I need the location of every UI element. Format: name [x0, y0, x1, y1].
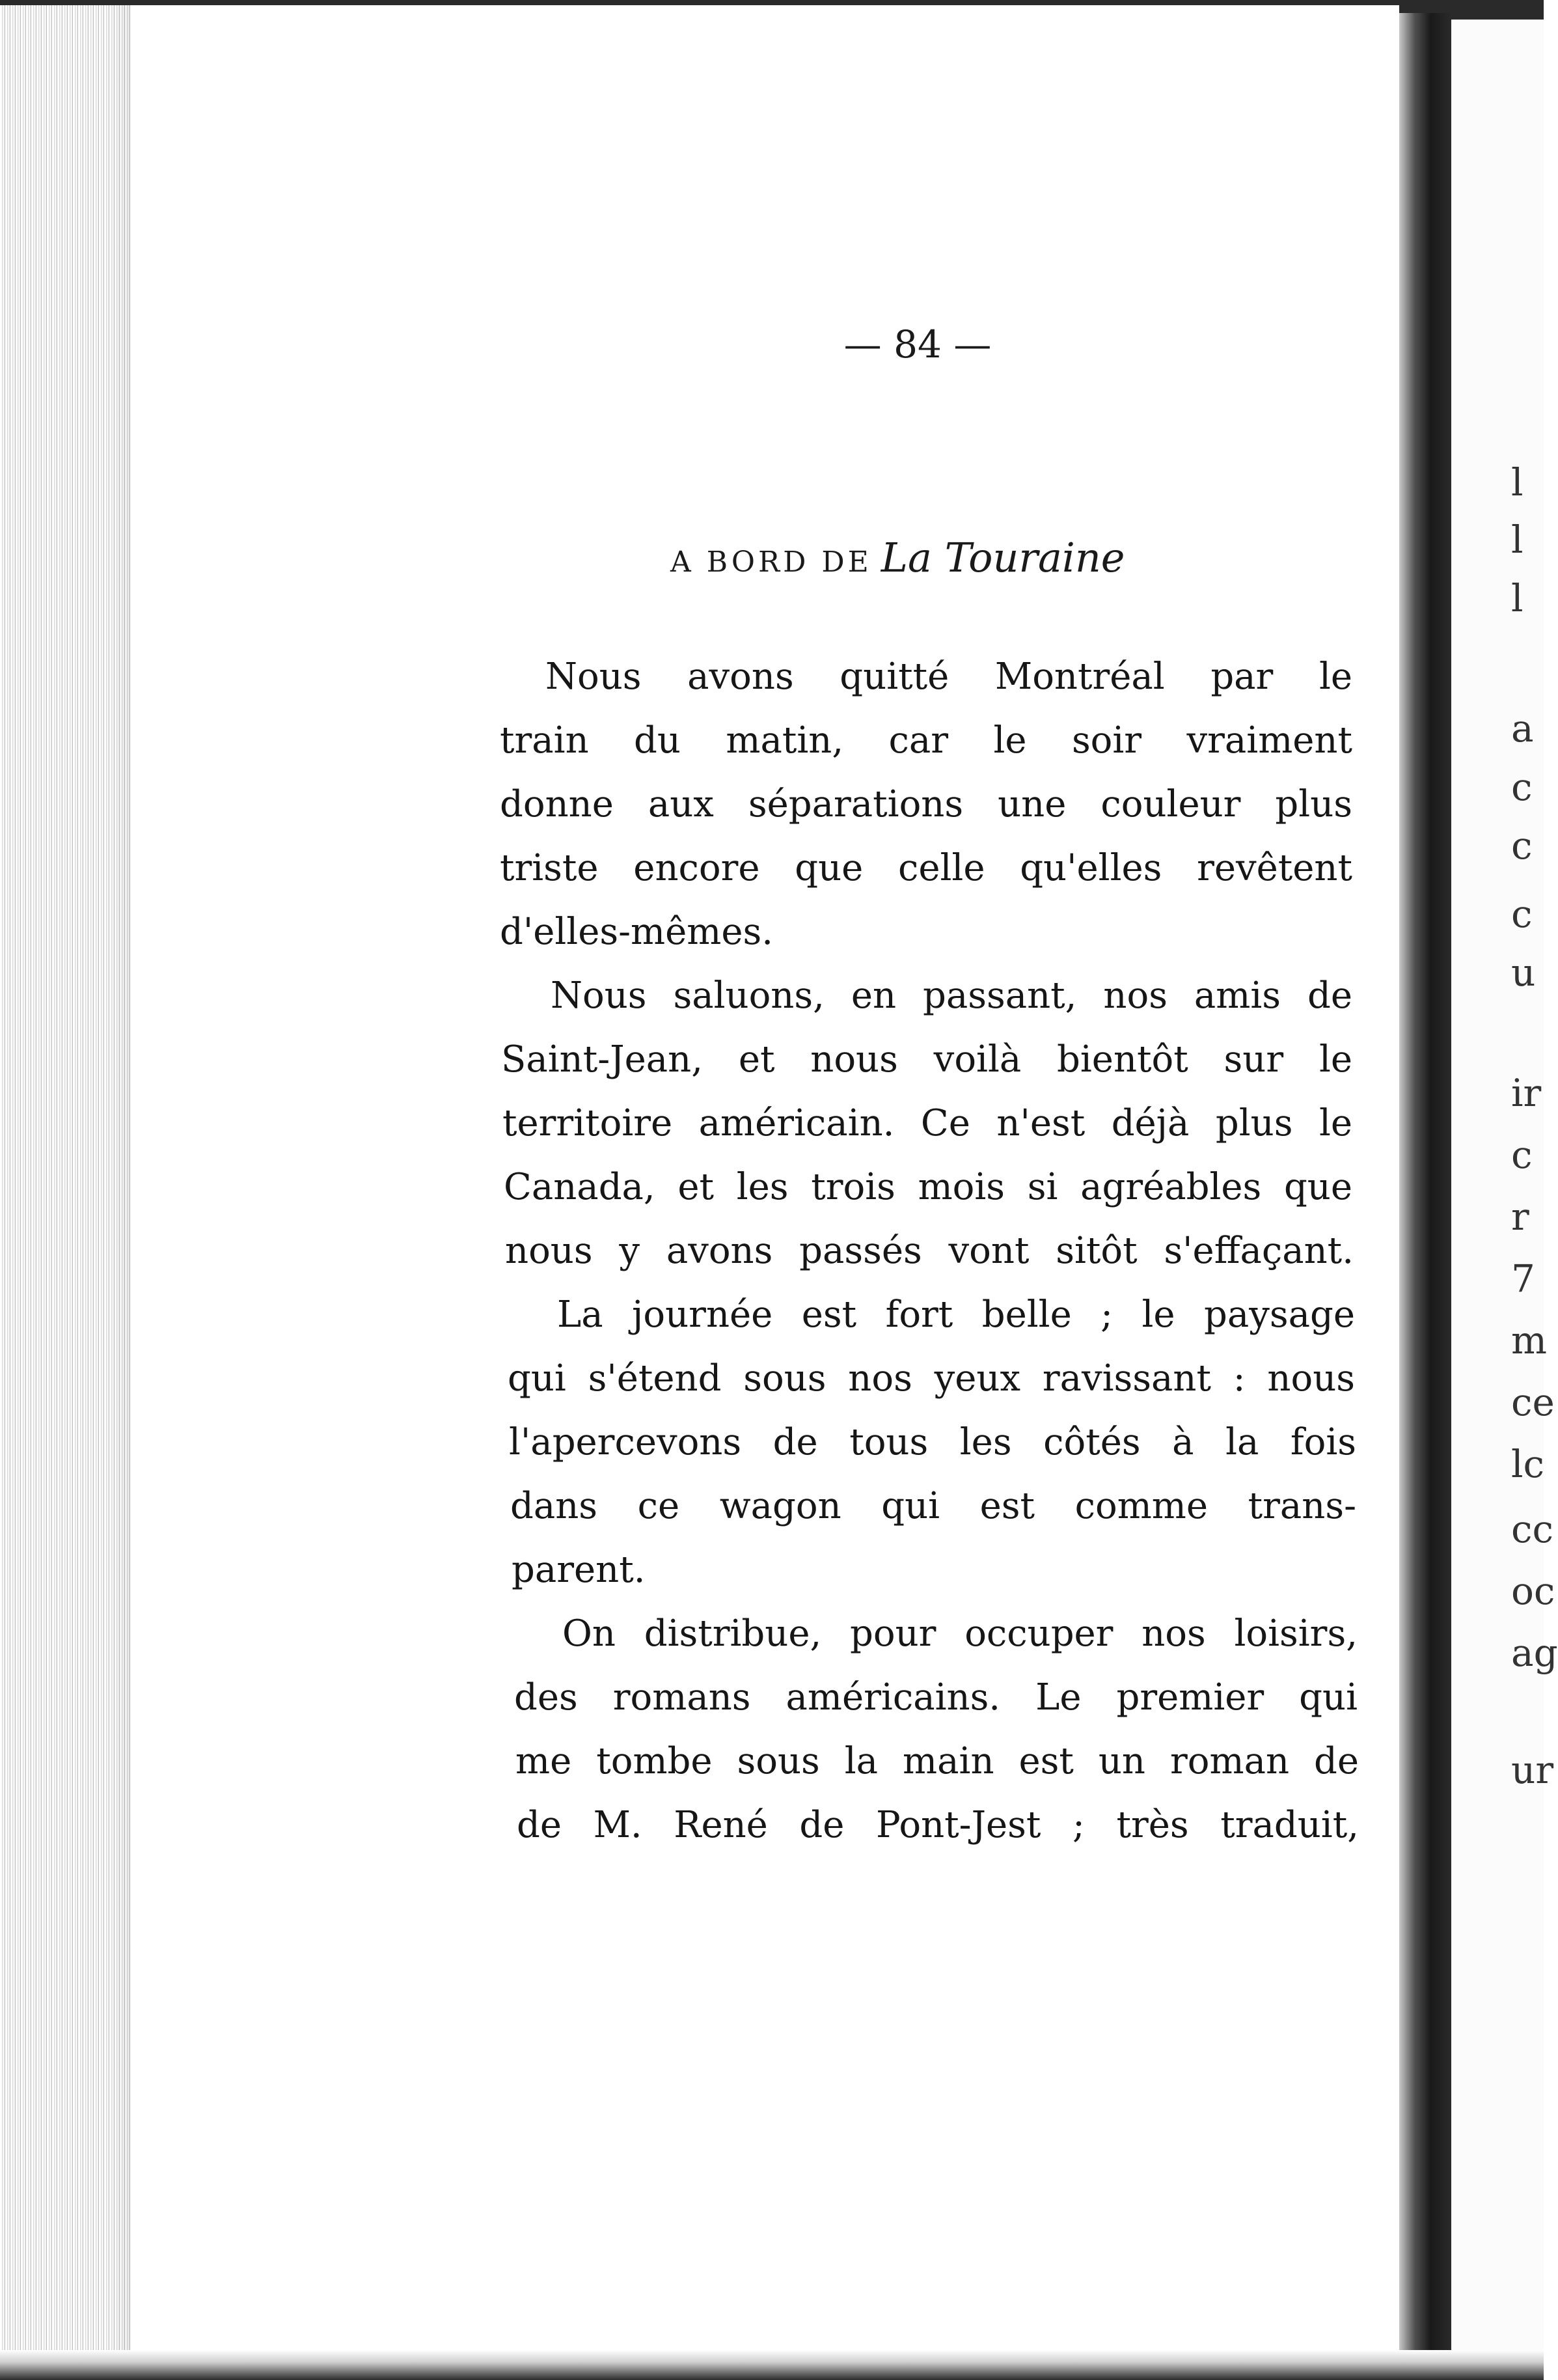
text-line: de M. René de Pont-Jest ; très traduit, — [517, 1804, 1359, 1846]
text-line: Nous avons quitté Montréal par le — [545, 656, 1352, 698]
facing-fragment: c — [1511, 823, 1533, 868]
text-line: parent. — [512, 1549, 646, 1591]
text-line: l'apercevons de tous les côtés à la fois — [509, 1421, 1356, 1463]
facing-fragment: c — [1511, 765, 1533, 809]
page-number: — 84 — — [843, 322, 992, 367]
facing-fragment: r — [1511, 1195, 1529, 1239]
facing-fragment: l — [1511, 460, 1524, 505]
facing-fragment: lc — [1511, 1442, 1545, 1486]
text-line: On distribue, pour occuper nos loisirs, — [562, 1612, 1358, 1655]
facing-page — [1451, 20, 1544, 2350]
text-line: Canada, et les trois mois si agréables que — [504, 1166, 1352, 1208]
section-heading — [670, 534, 1125, 581]
text-line: d'elles-mêmes. — [500, 911, 774, 953]
text-line: territoire américain. Ce n'est déjà plus le — [502, 1102, 1352, 1144]
facing-fragment: a — [1511, 706, 1534, 751]
book-fore-edge — [0, 0, 130, 2380]
scan-top-border — [0, 0, 1399, 5]
book-gutter-shadow — [1399, 13, 1451, 2357]
text-line: La journée est fort belle ; le paysage — [557, 1294, 1355, 1336]
text-line: me tombe sous la main est un roman de — [515, 1740, 1359, 1782]
facing-fragment: l — [1511, 576, 1524, 620]
text-line: Nous saluons, en passant, nos amis de — [551, 975, 1352, 1017]
text-line: des romans américains. Le premier qui — [514, 1676, 1358, 1719]
scan-bottom-border — [0, 2350, 1544, 2380]
facing-fragment: c — [1511, 1133, 1533, 1177]
text-line: nous y avons passés vont sitôt s'effaçant. — [505, 1230, 1354, 1272]
facing-fragment: l — [1511, 518, 1524, 562]
text-line: triste encore que celle qu'elles revêtent — [500, 847, 1352, 889]
facing-fragment: ur — [1511, 1748, 1554, 1792]
facing-fragment: ag — [1511, 1631, 1558, 1675]
heading-ship-name: La Touraine — [881, 534, 1125, 581]
heading-prefix: A BORD DE — [670, 546, 872, 579]
facing-fragment: u — [1511, 950, 1536, 995]
facing-fragment: oc — [1511, 1569, 1555, 1613]
text-line: dans ce wagon qui est comme trans- — [510, 1485, 1356, 1527]
facing-fragment: ce — [1511, 1380, 1555, 1424]
text-line: Saint-Jean, et nous voilà bientôt sur le — [501, 1038, 1352, 1081]
text-line: qui s'étend sous nos yeux ravissant : nous — [508, 1357, 1355, 1400]
text-line: train du matin, car le soir vraiment — [500, 719, 1352, 762]
facing-fragment: 7 — [1511, 1256, 1535, 1301]
text-line: donne aux séparations une couleur plus — [500, 783, 1352, 825]
facing-fragment: ir — [1511, 1071, 1542, 1115]
facing-fragment: cc — [1511, 1507, 1553, 1551]
facing-fragment: m — [1511, 1318, 1547, 1363]
facing-fragment: c — [1511, 892, 1533, 936]
